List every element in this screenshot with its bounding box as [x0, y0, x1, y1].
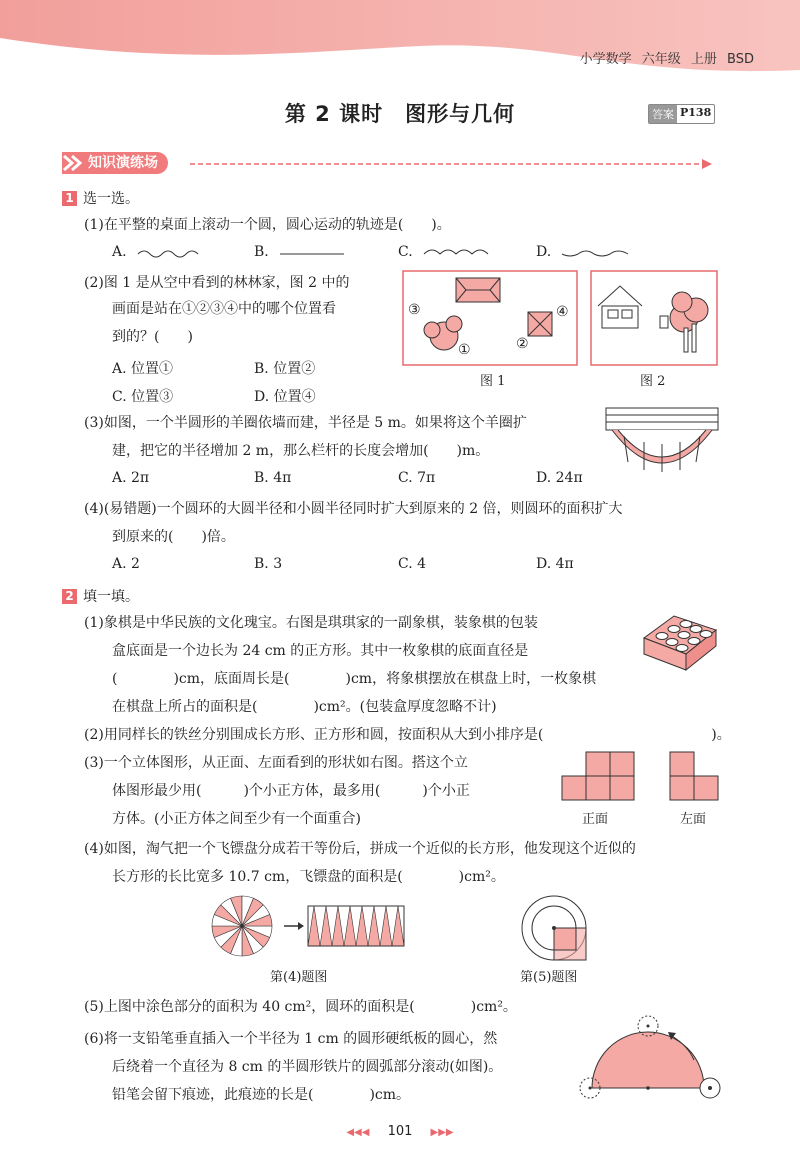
straight-line-icon — [278, 244, 348, 260]
book-info — [580, 48, 754, 67]
wavy-line-icon — [136, 244, 206, 260]
subject: 小学数学 — [579, 52, 632, 67]
q2-number: 2 — [62, 589, 77, 604]
q1-p2-option-d: D. 位置④ — [254, 389, 316, 405]
q2-p1-line-2: 盒底面是一个边长为 24 cm 的正方形。其中一枚象棋的底面直径是 — [112, 643, 529, 659]
q1-p4-option-a: A. 2 — [112, 556, 140, 572]
q2-p3-line-2: 体图形最少用( )个小正方体，最多用( )个小正 — [112, 783, 470, 799]
q1-title-text: 选一选。 — [83, 191, 139, 207]
q2-p6-line-2: 后绕着一个直径为 8 cm 的半圆形铁片的圆弧部分滚动(如图)。 — [112, 1059, 503, 1075]
ring-figure — [520, 892, 592, 964]
q1-p2-option-c: C. 位置③ — [112, 389, 174, 405]
arc-line-icon — [422, 244, 492, 260]
q1-p4-line-1: (4)(易错题)一个圆环的大圆半径和小圆半径同时扩大到原来的 2 倍，则圆环的面积扩大 — [84, 501, 623, 517]
q1-p4-line-2: 到原来的( )倍。 — [112, 529, 235, 545]
front-view-label: 正面 — [582, 812, 609, 827]
bump-line-icon — [560, 244, 632, 260]
page-number: 101 — [387, 1124, 413, 1139]
q1-p2-line-2: 画面是站在①②③④中的哪个位置看 — [112, 301, 336, 317]
q1-p1-option-b: B. — [254, 244, 269, 260]
chess-box-figure — [638, 608, 722, 678]
q1-p3-line-2: 建，把它的半径增加 2 m，那么栏杆的长度会增加( )m。 — [112, 443, 490, 459]
front-view-figure — [560, 750, 636, 802]
figure-1-caption: 图 1 — [480, 374, 506, 389]
marker-1: ① — [458, 342, 471, 358]
marker-3: ③ — [408, 302, 421, 318]
rectangle-sector — [344, 906, 356, 946]
header-band — [0, 0, 800, 80]
figure-2 — [590, 270, 718, 366]
answer-label: 答案 — [649, 105, 677, 123]
q2-p1-line-4: 在棋盘上所占的面积是( )cm²。(包装盒厚度忽略不计) — [112, 699, 497, 715]
figure-2-caption: 图 2 — [640, 374, 666, 389]
q1-p1-option-c: C. — [398, 244, 413, 260]
semicircle-rolling-figure — [576, 1014, 722, 1106]
q2-p3-line-3: 方体。(小正方体之间至少有一个面重合) — [112, 811, 361, 827]
rectangle-sector — [356, 906, 368, 946]
marker-4: ④ — [556, 304, 569, 320]
q1-p4-option-d: D. 4π — [536, 556, 574, 572]
q2-p3-line-1: (3)一个立体图形，从正面、左面看到的形状如右图。搭这个立 — [84, 755, 468, 771]
sheep-pen-figure — [604, 406, 720, 478]
figure-q4-caption: 第(4)题图 — [270, 970, 328, 985]
q1-p3-option-c: C. 7π — [398, 470, 436, 486]
answer-page: P138 — [680, 106, 712, 119]
prev-arrows-icon: ◀◀◀ — [346, 1127, 370, 1138]
q2-p2-line: (2)用同样长的铁丝分别围成长方形、正方形和圆，按面积从大到小排序是( )。 — [84, 727, 731, 743]
q2-p5-line: (5)上图中涂色部分的面积为 40 cm²，圆环的面积是( )cm²。 — [84, 999, 517, 1015]
answer-tag[interactable] — [648, 104, 715, 124]
dartboard-figure — [208, 892, 408, 960]
q1-p4-option-c: C. 4 — [398, 556, 427, 572]
grade: 六年级 — [641, 52, 681, 67]
page-footer — [0, 1124, 800, 1139]
q2-p6-line-3: 铅笔会留下痕迹，此痕迹的长是( )cm。 — [112, 1087, 411, 1103]
section-dashed-arrow-icon — [190, 158, 720, 170]
rectangle-sector — [392, 906, 404, 946]
q2-title — [62, 586, 139, 606]
q1-p2-line-1: (2)图 1 是从空中看到的林林家，图 2 中的 — [84, 275, 350, 291]
q1-p1-option-d: D. — [536, 244, 552, 260]
q2-title-text: 填一填。 — [83, 589, 139, 605]
left-view-label: 左面 — [680, 812, 707, 827]
q2-p4-line-2: 长方形的长比宽多 10.7 cm，飞镖盘的面积是( )cm²。 — [112, 869, 505, 885]
figure-q5-caption: 第(5)题图 — [520, 970, 578, 985]
q1-p3-option-a: A. 2π — [112, 470, 150, 486]
q1-p1-stem: (1)在平整的桌面上滚动一个圆，圆心运动的轨迹是( )。 — [84, 217, 451, 233]
rectangle-sector — [320, 906, 332, 946]
q2-p4-line-1: (4)如图，淘气把一个飞镖盘分成若干等份后，拼成一个近似的长方形，他发现这个近似的 — [84, 841, 636, 857]
q1-p2-option-b: B. 位置② — [254, 361, 316, 377]
rectangle-sector — [332, 906, 344, 946]
q1-p3-line-1: (3)如图，一个半圆形的羊圈依墙而建，半径是 5 m。如果将这个羊圈扩 — [84, 415, 527, 431]
next-arrows-icon: ▶▶▶ — [430, 1127, 454, 1138]
lesson-title: 第 2 课时 图形与几何 — [284, 102, 516, 126]
q1-p4-option-b: B. 3 — [254, 556, 283, 572]
section-arrows-icon — [60, 150, 90, 176]
q1-title — [62, 188, 139, 208]
left-view-figure — [668, 750, 720, 802]
volume: 上册 — [690, 52, 717, 67]
q1-p1-option-a: A. — [112, 244, 127, 260]
q2-p6-line-1: (6)将一支铅笔垂直插入一个半径为 1 cm 的圆形硬纸板的圆心，然 — [84, 1031, 498, 1047]
q1-p2-line-3: 到的？( ) — [112, 329, 193, 345]
q1-p3-option-b: B. 4π — [254, 470, 292, 486]
q2-p1-line-1: (1)象棋是中华民族的文化瑰宝。右图是琪琪家的一副象棋，装象棋的包装 — [84, 615, 538, 631]
q2-p1-line-3: ( )cm，底面周长是( )cm，将象棋摆放在棋盘上时，一枚象棋 — [112, 671, 597, 687]
edition: BSD — [727, 52, 754, 67]
rectangle-sector — [368, 906, 380, 946]
q1-number: 1 — [62, 191, 77, 206]
q1-p2-option-a: A. 位置① — [112, 361, 174, 377]
marker-2: ② — [516, 336, 529, 352]
section-label: 知识演练场 — [62, 152, 168, 174]
rectangle-sector — [308, 906, 320, 946]
rectangle-sector — [380, 906, 392, 946]
q1-p3-option-d: D. 24π — [536, 470, 583, 486]
figure-1 — [402, 270, 578, 366]
